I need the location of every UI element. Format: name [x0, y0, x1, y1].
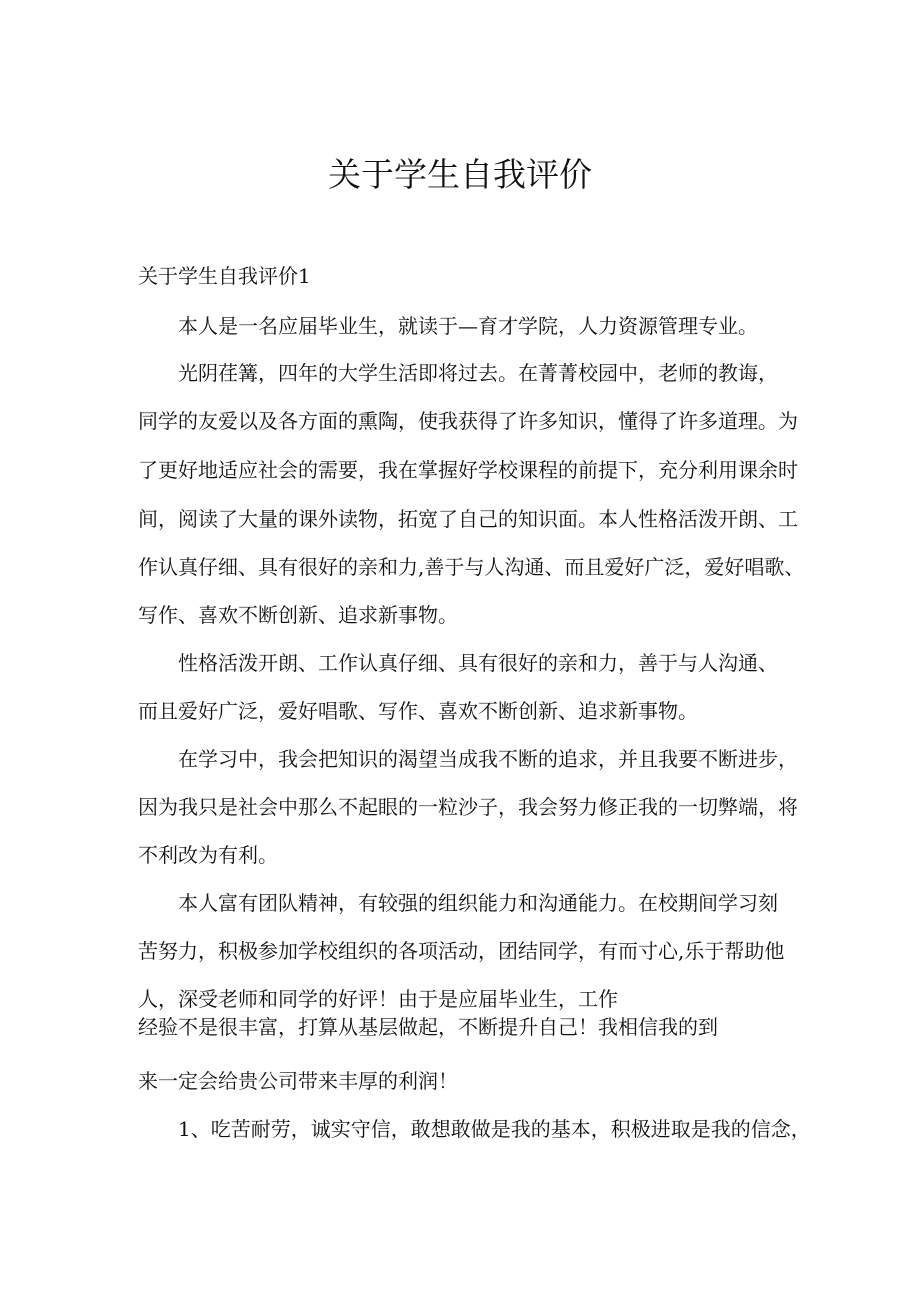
paragraph-line: 不利改为有利。	[138, 843, 278, 867]
paragraph-line: 因为我只是社会中那么不起眼的一粒沙子，我会努力修正我的一切弊端，将	[138, 795, 798, 819]
paragraph-line: 来一定会给贵公司带来丰厚的利润！	[138, 1069, 458, 1093]
paragraph-line: 在学习中，我会把知识的渴望当成我不断的追求，并且我要不断进步，	[178, 747, 798, 771]
paragraph-line: 人，深受老师和同学的好评！由于是应届毕业生，工作	[138, 987, 618, 1011]
paragraph-line: 本人富有团队精神，有较强的组织能力和沟通能力。在校期间学习刻	[178, 891, 778, 915]
paragraph-line: 而且爱好广泛，爱好唱歌、写作、喜欢不断创新、追求新事物。	[138, 699, 698, 723]
paragraph-line: 1、吃苦耐劳，诚实守信，敢想敢做是我的基本，积极进取是我的信念，	[178, 1117, 811, 1141]
paragraph-line: 了更好地适应社会的需要，我在掌握好学校课程的前提下，充分利用课余时	[138, 458, 798, 482]
section-heading: 关于学生自我评价1	[138, 264, 311, 288]
paragraph-line: 本人是一名应届毕业生，就读于—育才学院，人力资源管理专业。	[178, 314, 758, 338]
paragraph-line: 间，阅读了大量的课外读物，拓宽了自己的知识面。本人性格活泼开朗、工	[138, 507, 798, 531]
paragraph-line: 光阴荏篝，四年的大学生活即将过去。在菁菁校园中，老师的教诲，	[178, 361, 778, 385]
paragraph-line: 苦努力，积极参加学校组织的各项活动，团结同学，有而寸心,乐于帮助他	[138, 939, 785, 963]
paragraph-line: 性格活泼开朗、工作认真仔细、具有很好的亲和力，善于与人沟通、	[178, 651, 778, 675]
paragraph-line: 作认真仔细、具有很好的亲和力,善于与人沟通、而且爱好广泛，爱好唱歌、	[138, 555, 805, 579]
paragraph-line: 同学的友爱以及各方面的熏陶，使我获得了许多知识，懂得了许多道理。为	[138, 409, 798, 433]
paragraph-line: 写作、喜欢不断创新、追求新事物。	[138, 603, 458, 627]
document-title: 关于学生自我评价	[328, 155, 592, 194]
paragraph-line: 经验不是很丰富，打算从基层做起，不断提升自己！我相信我的到	[138, 1015, 718, 1039]
